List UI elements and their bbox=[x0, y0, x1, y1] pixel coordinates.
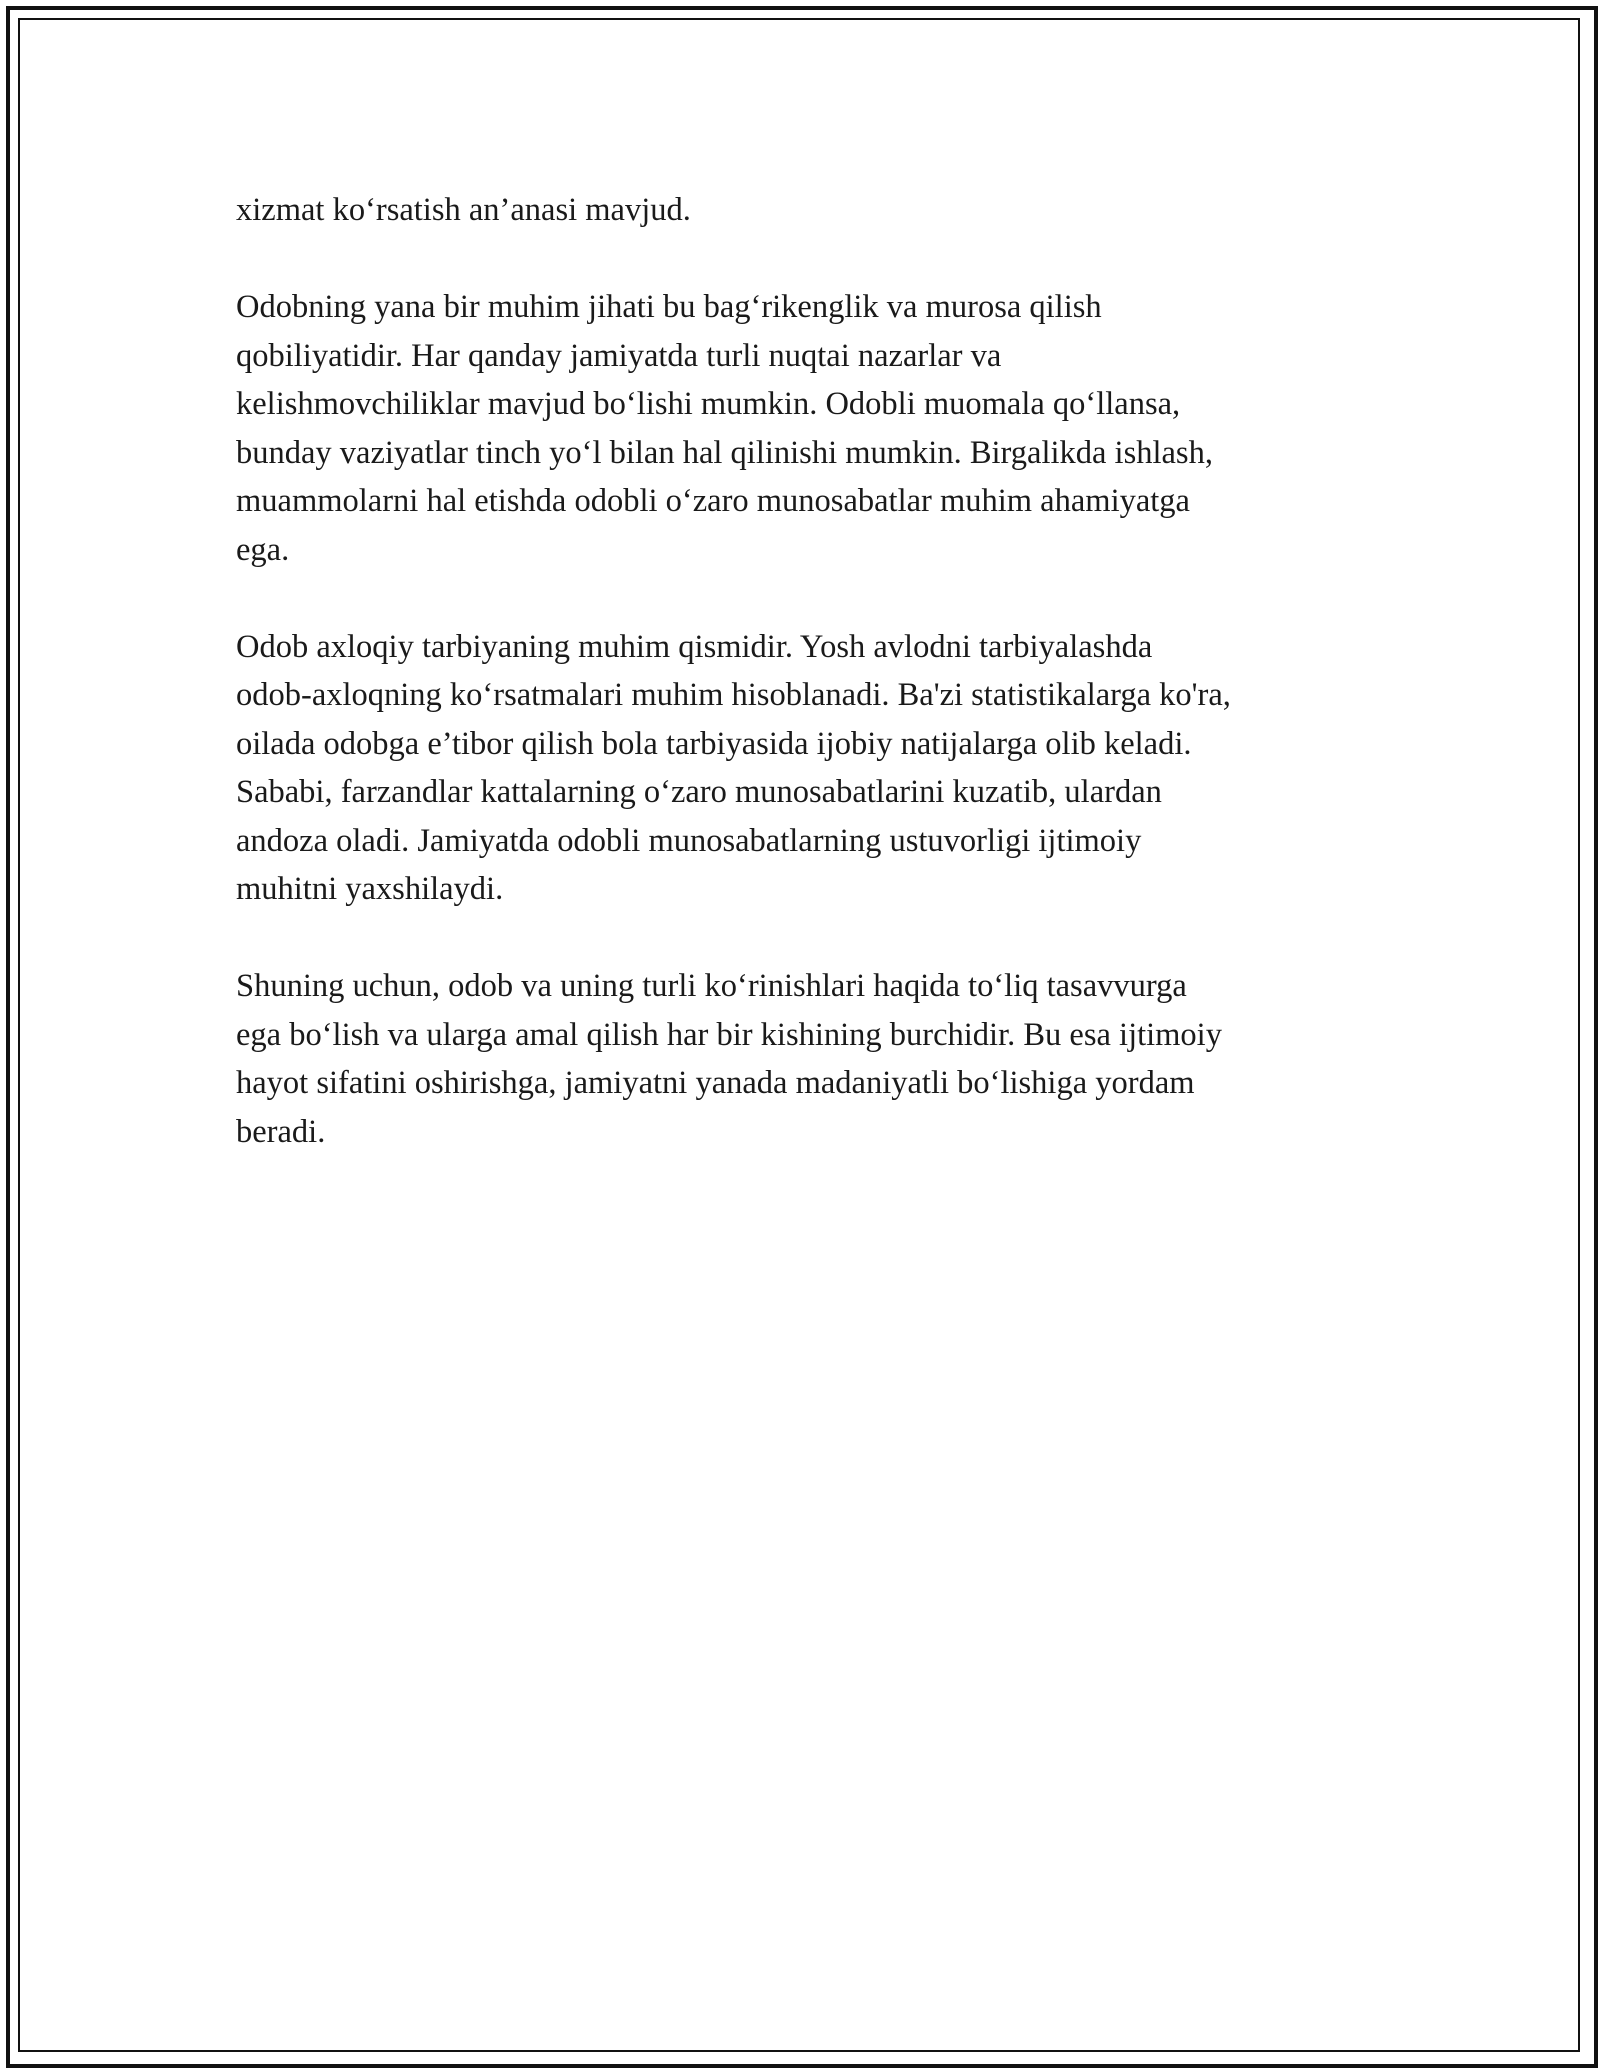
text-line: kelishmovchiliklar mavjud bo‘lishi mumkin. Odobli muomala qo‘llansa, bbox=[236, 386, 1181, 422]
text-line: ega bo‘lish va ularga amal qilish har bir kishining burchidir. Bu esa ijtimoiy bbox=[236, 1016, 1222, 1053]
paragraph-1 bbox=[236, 186, 1366, 235]
text-line: bunday vaziyatlar tinch yo‘l bilan hal qilinishi mumkin. Birgalikda ishlash, bbox=[236, 434, 1213, 471]
text-line: beradi. bbox=[236, 1113, 326, 1150]
text-line: Sababi, farzandlar kattalarning o‘zaro munosabatlarini kuzatib, ulardan bbox=[236, 774, 1162, 810]
text-line: oilada odobga e’tibor qilish bola tarbiyasida ijobiy natijalarga olib keladi. bbox=[236, 725, 1192, 762]
text-line: andoza oladi. Jamiyatda odobli munosabatlarning ustuvorligi ijtimoiy bbox=[236, 822, 1142, 859]
text-line: hayot sifatini oshirishga, jamiyatni yanada madaniyatli bo‘lishiga yordam bbox=[236, 1065, 1195, 1101]
paragraph-3 bbox=[236, 623, 1366, 914]
text-line: Shuning uchun, odob va uning turli ko‘rinishlari haqida to‘liq tasavvurga bbox=[236, 968, 1187, 1004]
text-line: Odob axloqiy tarbiyaning muhim qismidir. Yosh avlodni tarbiyalashda bbox=[236, 628, 1153, 665]
text-line: ega. bbox=[236, 531, 290, 568]
text-line: muammolarni hal etishda odobli o‘zaro munosabatlar muhim ahamiyatga bbox=[236, 483, 1190, 519]
text-line: muhitni yaxshilaydi. bbox=[236, 871, 504, 907]
text-line: odob-axloqning ko‘rsatmalari muhim hisoblanadi. Ba'zi statistikalarga ko'ra, bbox=[236, 677, 1231, 713]
text-line: Odobning yana bir muhim jihati bu bag‘rikenglik va murosa qilish bbox=[236, 289, 1102, 325]
text-line: xizmat ko‘rsatish an’anasi mavjud. bbox=[236, 192, 691, 228]
paragraph-2 bbox=[236, 283, 1366, 574]
paragraph-4 bbox=[236, 962, 1366, 1156]
document-body bbox=[236, 186, 1366, 1205]
text-line: qobiliyatidir. Har qanday jamiyatda turli nuqtai nazarlar va bbox=[236, 337, 1002, 374]
